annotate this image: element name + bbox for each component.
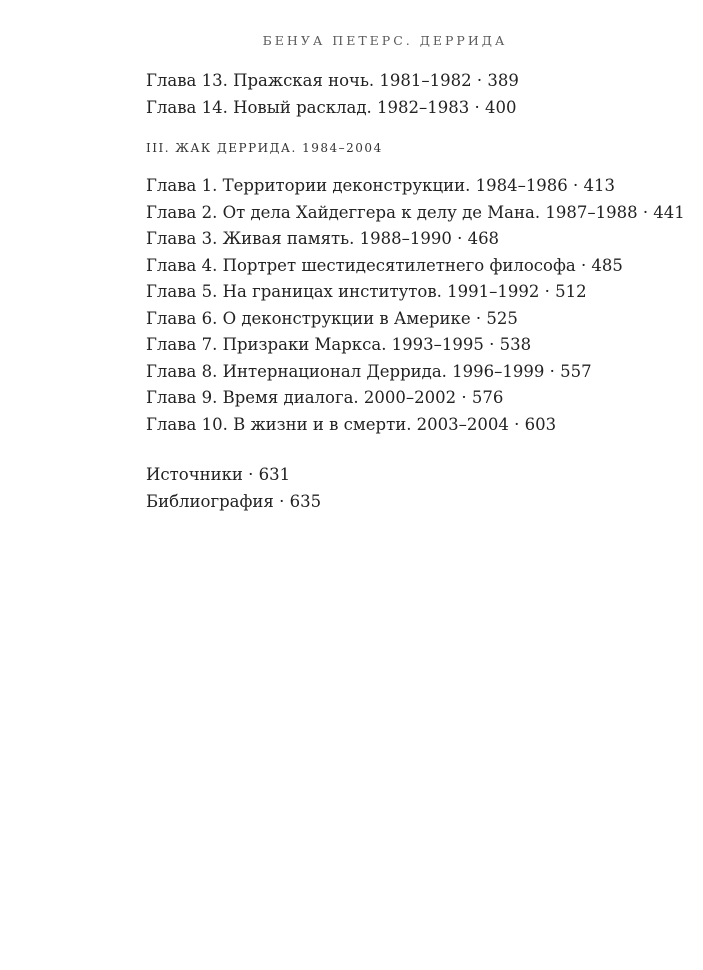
toc-entry-chapter-10: Глава 10. В жизни и в смерти. 2003–2004 · 603 xyxy=(146,414,557,434)
toc-entry-chapter-14: Глава 14. Новый расклад. 1982–1983 · 400 xyxy=(146,97,517,117)
toc-entry-chapter-8: Глава 8. Интернационал Деррида. 1996–1999 · 557 xyxy=(146,361,592,381)
part-three-chapter-list xyxy=(146,173,686,438)
toc-entry-chapter-4: Глава 4. Портрет шестидесятилетнего философа · 485 xyxy=(146,255,623,275)
toc-entry-chapter-6: Глава 6. О деконструкции в Америке · 525 xyxy=(146,308,518,328)
toc-entry-chapter-3: Глава 3. Живая память. 1988–1990 · 468 xyxy=(146,229,500,248)
toc-entry-chapter-7: Глава 7. Призраки Маркса. 1993–1995 · 538 xyxy=(146,335,532,354)
toc-entry-chapter-1: Глава 1. Территории деконструкции. 1984–1986 · 413 xyxy=(146,176,616,195)
part-three-heading: III. ЖАК ДЕРРИДА. 1984–2004 xyxy=(146,141,383,155)
toc-entry-chapter-9: Глава 9. Время диалога. 2000–2002 · 576 xyxy=(146,388,504,407)
toc-entry-bibliography: Библиография · 635 xyxy=(146,491,322,511)
toc-entry-chapter-13: Глава 13. Пражская ночь. 1981–1982 · 389 xyxy=(146,71,519,90)
part-two-chapter-list xyxy=(146,68,686,121)
toc-entry-chapter-5: Глава 5. На границах институтов. 1991–1992 · 512 xyxy=(146,282,587,301)
running-header: БЕНУА ПЕТЕРС. ДЕРРИДА xyxy=(262,33,508,48)
toc-entry-chapter-2: Глава 2. От дела Хайдеггера к делу де Мана. 1987–1988 · 441 xyxy=(146,202,685,222)
toc-entry-sources: Источники · 631 xyxy=(146,465,291,484)
appendix-list xyxy=(146,462,686,515)
table-of-contents xyxy=(146,68,686,515)
